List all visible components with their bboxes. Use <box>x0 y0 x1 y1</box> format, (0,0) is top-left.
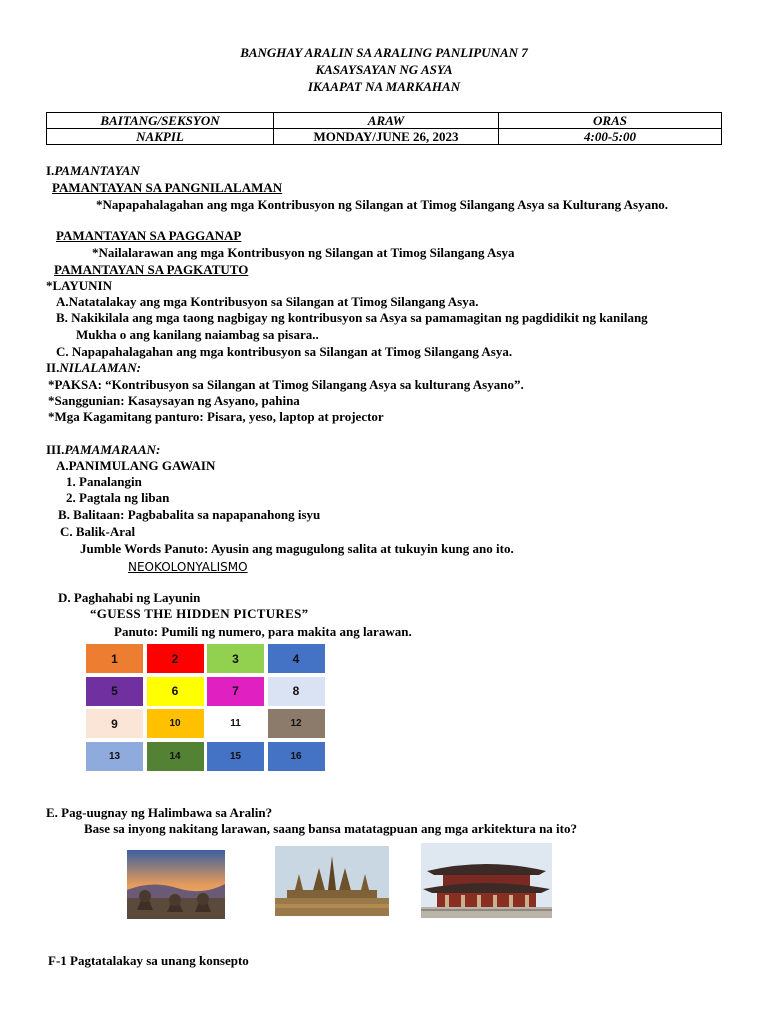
picture-tile-14[interactable] <box>147 742 204 771</box>
step-attendance: 2. Pagtala ng liban <box>66 490 170 505</box>
picture-tile-number: 9 <box>111 716 118 731</box>
topic-line: *PAKSA: “Kontribusyon sa Silangan at Timog Silangang Asya sa kulturang Asyano”. <box>48 377 524 392</box>
value-cell-day: MONDAY/JUNE 26, 2023 <box>274 129 499 145</box>
jumble-answer: NEOKOLONYALISMO <box>128 560 248 574</box>
section2-heading <box>46 361 141 376</box>
korean-palace-photo <box>421 843 552 918</box>
step-motive: D. Paghahabi ng Layunin <box>58 590 201 605</box>
preliminary-activity-heading: A.PANIMULANG GAWAIN <box>56 458 216 473</box>
section1-number: I. <box>46 163 55 178</box>
doc-title-line1: BANGHAY ARALIN SA ARALING PANLIPUNAN 7 <box>240 45 528 60</box>
picture-tile-11[interactable] <box>207 709 264 738</box>
picture-tile-2[interactable] <box>147 644 204 673</box>
picture-tile-number: 10 <box>169 718 181 729</box>
header-cell-section: BAITANG/SEKSYON <box>47 113 274 129</box>
game-instruction: Panuto: Pumili ng numero, para makita ang larawan. <box>114 624 412 639</box>
table-header-row <box>47 113 722 129</box>
picture-tile-13[interactable] <box>86 742 143 771</box>
doc-title-line3: IKAAPAT NA MARKAHAN <box>307 79 461 94</box>
objectives-label: *LAYUNIN <box>46 278 112 293</box>
picture-tile-8[interactable] <box>268 677 325 706</box>
section1-heading <box>46 164 140 179</box>
step-application-heading: E. Pag-uugnay ng Halimbawa sa Aralin? <box>46 805 273 820</box>
learning-competency-heading: PAMANTAYAN SA PAGKATUTO <box>54 262 249 277</box>
picture-tile-6[interactable] <box>147 677 204 706</box>
header-cell-day: ARAW <box>274 113 499 129</box>
section1-title: PAMANTAYAN <box>54 163 140 178</box>
game-title: “GUESS THE HIDDEN PICTURES” <box>90 606 309 621</box>
materials-line: *Mga Kagamitang panturo: Pisara, yeso, laptop at projector <box>48 409 384 424</box>
objective-a: A.Natatalakay ang mga Kontribusyon sa Silangan at Timog Silangang Asya. <box>56 294 479 309</box>
step-news: B. Balitaan: Pagbabalita sa napapanahong isyu <box>58 507 321 522</box>
picture-tile-number: 11 <box>230 718 241 729</box>
discussion-heading: F-1 Pagtatalakay sa unang konsepto <box>48 953 249 968</box>
picture-tile-number: 4 <box>292 651 300 666</box>
picture-tile-number: 6 <box>171 684 179 698</box>
picture-tile-number: 8 <box>292 684 300 698</box>
class-info-table <box>46 112 722 145</box>
content-standard-heading: PAMANTAYAN SA PANGNILALAMAN <box>52 180 283 195</box>
picture-tile-number: 3 <box>232 651 239 666</box>
picture-tile-16[interactable] <box>268 742 325 771</box>
step-prayer: 1. Panalangin <box>66 474 142 489</box>
section3-heading <box>46 443 160 458</box>
table-value-row <box>47 129 722 145</box>
section3-number: III. <box>46 442 65 457</box>
objective-c: C. Napapahalagahan ang mga kontribusyon sa Silangan at Timog Silangang Asya. <box>56 344 513 359</box>
section2-number: II. <box>46 360 60 375</box>
picture-tile-7[interactable] <box>207 677 264 706</box>
picture-tile-number: 7 <box>232 684 239 698</box>
picture-tile-number: 15 <box>229 750 242 762</box>
objective-b-line1: B. Nakikilala ang mga taong nagbigay ng kontribusyon sa Asya sa pamamagitan ng pagdidikit ng kanilang <box>56 310 648 325</box>
picture-tile-15[interactable] <box>207 742 264 771</box>
reference-line: *Sanggunian: Kasaysayan ng Asyano, pahina <box>48 393 300 408</box>
performance-standard-text: *Nailalarawan ang mga Kontribusyon ng Silangan at Timog Silangang Asya <box>92 245 515 260</box>
picture-tile-3[interactable] <box>207 644 264 673</box>
objective-b-line2: Mukha o ang kanilang naiambag sa pisara.. <box>76 327 319 342</box>
step-review: C. Balik-Aral <box>60 524 136 539</box>
picture-tile-number: 16 <box>290 750 302 762</box>
section2-title: NILALAMAN: <box>59 360 141 375</box>
value-cell-time: 4:00-5:00 <box>499 129 722 145</box>
picture-tile-number: 2 <box>171 651 179 666</box>
content-standard-text: *Napapahalagahan ang mga Kontribusyon ng Silangan at Timog Silangang Asya sa Kulturang Asyano. <box>96 197 669 212</box>
value-cell-section: NAKPIL <box>47 129 274 145</box>
picture-tile-number: 1 <box>111 651 118 666</box>
picture-tile-10[interactable] <box>147 709 204 738</box>
picture-tile-4[interactable] <box>268 644 325 673</box>
jumble-words-line: Jumble Words Panuto: Ayusin ang magugulong salita at tukuyin kung ano ito. <box>80 541 514 556</box>
picture-tile-number: 14 <box>169 750 181 762</box>
application-question: Base sa inyong nakitang larawan, saang bansa matatagpuan ang mga arkitektura na ito? <box>84 821 577 836</box>
angkor-wat-photo <box>275 846 389 916</box>
picture-tile-5[interactable] <box>86 677 143 706</box>
doc-title-line2: KASAYSAYAN NG ASYA <box>315 62 453 77</box>
section3-title: PAMAMARAAN: <box>64 442 161 457</box>
hidden-pictures-grid <box>86 644 324 771</box>
picture-tile-1[interactable] <box>86 644 143 673</box>
picture-tile-number: 12 <box>290 718 302 729</box>
picture-tile-9[interactable] <box>86 709 143 738</box>
picture-tile-number: 13 <box>108 750 121 762</box>
picture-tile-number: 5 <box>111 684 118 698</box>
header-cell-time: ORAS <box>499 113 722 129</box>
performance-standard-heading: PAMANTAYAN SA PAGGANAP <box>56 228 242 243</box>
picture-tile-12[interactable] <box>268 709 325 738</box>
borobudur-photo <box>127 850 225 919</box>
